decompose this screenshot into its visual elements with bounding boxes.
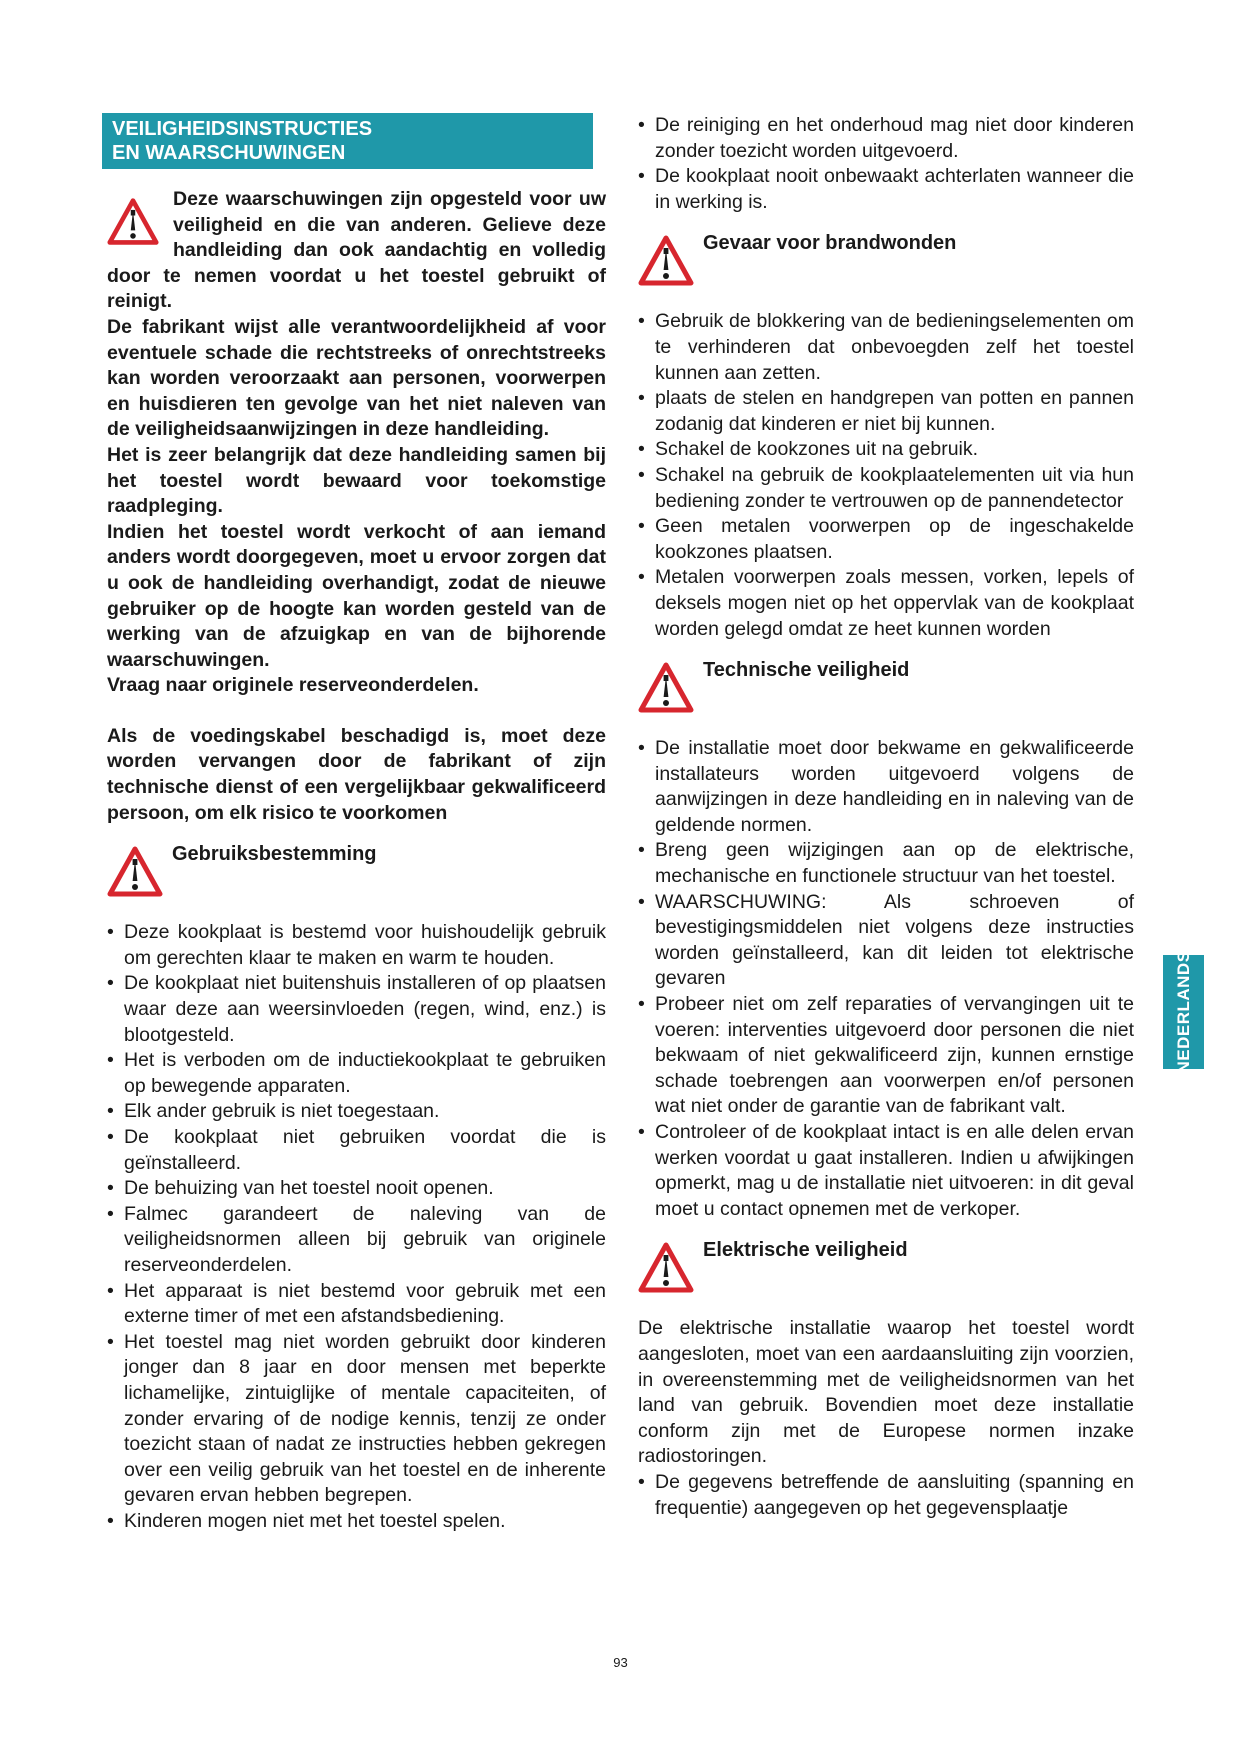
elektrisch-list <box>638 1470 1134 1521</box>
list-item: • De kookplaat niet gebruiken voordat die is geïnstalleerd. <box>107 1125 606 1176</box>
intro-paragraph: Als de voedingskabel beschadigd is, moet deze worden vervangen door de fabrikant of zijn technische dienst of een vergelijkbaar gekwalificeerd persoon, om elk risico te voorkomen <box>107 724 606 824</box>
list-item: • Schakel de kookzones uit na gebruik. <box>638 437 1134 463</box>
list-item: • Elk ander gebruik is niet toegestaan. <box>107 1099 606 1125</box>
section-heading-elektrisch <box>638 1238 1134 1292</box>
list-item: • Kinderen mogen niet met het toestel spelen. <box>107 1509 606 1535</box>
intro-paragraph: Vraag naar originele reserveonderdelen. <box>107 674 479 697</box>
intro-bold-paragraph: De fabrikant wijst alle verantwoordelijkheid af voor eventuele schade die rechtstreeks of onrechtstreeks kan worden veroorzaakt aan personen, voorwerpen en huisdieren ten gevolge van het niet naleven van de veiligheidsaanwijzingen in deze handleiding. <box>107 315 606 441</box>
section-title: Gebruiksbestemming <box>172 843 377 866</box>
list-item: • Het toestel mag niet worden gebruikt door kinderen jonger dan 8 jaar en door mensen met beperkte lichamelijke, zintuiglijke of mentale capaciteiten, of zonder ervaring of de nodige kennis, tenzij ze onder toezicht staan of nadat ze instructies hebben gekregen over een veilig gebruik van het toestel en de inherente gevaren ervan hebben begrepen. <box>107 1330 606 1509</box>
intro-bold-paragraph: Het is zeer belangrijk dat deze handleiding samen bij het toestel wordt bewaard voor toekomstige raadpleging. <box>107 443 606 518</box>
list-item: • Falmec garandeert de naleving van de veiligheidsnormen alleen bij gebruik van originele reserveonderdelen. <box>107 1202 606 1279</box>
intro-paragraph: Indien het toestel wordt verkocht of aan iemand anders wordt doorgegeven, moet u ervoor zorgen dat u ook de handleiding overhandigt, zodat de nieuwe gebruiker op de hoogte kan worden gesteld van de werking van de afzuigkap en van de bijhorende waarschuwingen. <box>107 520 606 671</box>
list-item: • De kookplaat niet buitenshuis installeren of op plaatsen waar deze aan weersinvloeden (regen, wind, enz.) is blootgesteld. <box>107 971 606 1048</box>
section-title: Elektrische veiligheid <box>703 1239 908 1262</box>
list-item: • Breng geen wijzigingen aan op de elektrische, mechanische en functionele structuur van het toestel. <box>638 838 1134 889</box>
list-item: • De installatie moet door bekwame en gekwalificeerde installateurs worden uitgevoerd volgens de aanwijzingen in deze handleiding en in naleving van de geldende normen. <box>638 736 1134 838</box>
list-item: • Controleer of de kookplaat intact is en alle delen ervan werken voordat u gaat installeren. Indien u afwijkingen opmerkt, mag u de installatie niet uitvoeren: in dit geval moet u contact opnemen met de verkoper. <box>638 1120 1134 1222</box>
gebruik-list <box>107 920 606 1534</box>
section-title: Technische veiligheid <box>703 659 910 682</box>
list-item: • Deze kookplaat is bestemd voor huishoudelijk gebruik om gerechten klaar te maken en warm te houden. <box>107 920 606 971</box>
list-item: • De gegevens betreffende de aansluiting (spanning en frequentie) aangegeven op het gegevensplaatje <box>638 1470 1134 1521</box>
elektrisch-paragraph: De elektrische installatie waarop het toestel wordt aangesloten, moet van een aardaansluiting zijn voorzien, in overeenstemming met de veiligheidsnormen van het land van gebruik. Bovendien moet deze installatie conform zijn met de Europese normen inzake radiostoringen. <box>638 1317 1134 1468</box>
warning-triangle-icon <box>638 1242 694 1294</box>
page-number: 93 <box>613 1655 628 1670</box>
list-item: • Het is verboden om de inductiekookplaat te gebruiken op bewegende apparaten. <box>107 1048 606 1099</box>
language-side-tab <box>1163 950 1204 1074</box>
list-item: • WAARSCHUWING: Als schroeven of bevestigingsmiddelen niet volgens deze instructies worden geïnstalleerd, kan dit leiden tot elektrische gevaren <box>638 890 1134 992</box>
list-item: • De reiniging en het onderhoud mag niet door kinderen zonder toezicht worden uitgevoerd. <box>638 113 1134 164</box>
list-item: • Schakel na gebruik de kookplaatelementen uit via hun bediening zonder te vertrouwen op de pannendetector <box>638 463 1134 514</box>
right-top-list <box>638 113 1134 215</box>
language-label: NEDERLANDS <box>1173 950 1193 1074</box>
list-item: • Geen metalen voorwerpen op de ingeschakelde kookzones plaatsen. <box>638 514 1134 565</box>
section-heading-technisch <box>638 658 1134 712</box>
list-item: • Gebruik de blokkering van de bedieningselementen om te verhinderen dat onbevoegden zelf het toestel kunnen aan zetten. <box>638 309 1134 386</box>
section-header <box>102 113 593 169</box>
warning-triangle-icon <box>107 195 159 249</box>
left-column <box>107 113 606 1535</box>
warning-triangle-icon <box>107 846 163 898</box>
header-line-2: EN WAARSCHUWINGEN <box>112 142 346 164</box>
brand-list <box>638 309 1134 642</box>
list-item: • Het apparaat is niet bestemd voor gebruik met een externe timer of met een afstandsbediening. <box>107 1279 606 1330</box>
list-item: • Probeer niet om zelf reparaties of vervangingen uit te voeren: interventies uitgevoerd door personen die niet bekwaam of niet gekwalificeerd zijn, kunnen ernstige schade toebrengen aan voorwerpen en/of personen wat niet onder de garantie van de fabrikant valt. <box>638 992 1134 1120</box>
technisch-list <box>638 736 1134 1222</box>
list-item: • Metalen voorwerpen zoals messen, vorken, lepels of deksels mogen niet op het oppervlak van de kookplaat worden gelegd omdat ze heet kunnen worden <box>638 565 1134 642</box>
intro-warning <box>107 187 606 826</box>
header-line-1: VEILIGHEIDSINSTRUCTIES <box>112 118 373 140</box>
warning-triangle-icon <box>638 235 694 287</box>
section-heading-gebruik <box>107 842 606 896</box>
section-heading-brand <box>638 231 1134 285</box>
section-title: Gevaar voor brandwonden <box>703 232 957 255</box>
warning-triangle-icon <box>638 662 694 714</box>
right-column <box>638 113 1134 1521</box>
list-item: • plaats de stelen en handgrepen van potten en pannen zodanig dat kinderen er niet bij kunnen. <box>638 386 1134 437</box>
list-item: • De kookplaat nooit onbewaakt achterlaten wanneer die in werking is. <box>638 164 1134 215</box>
list-item: • De behuizing van het toestel nooit openen. <box>107 1176 606 1202</box>
intro-bold-paragraph: Deze waarschuwingen zijn opgesteld voor uw veiligheid en die van anderen. Gelieve deze handleiding dan ook aandachtig en volledig door te nemen voordat u het toestel gebruikt of reinigt. <box>107 188 606 313</box>
